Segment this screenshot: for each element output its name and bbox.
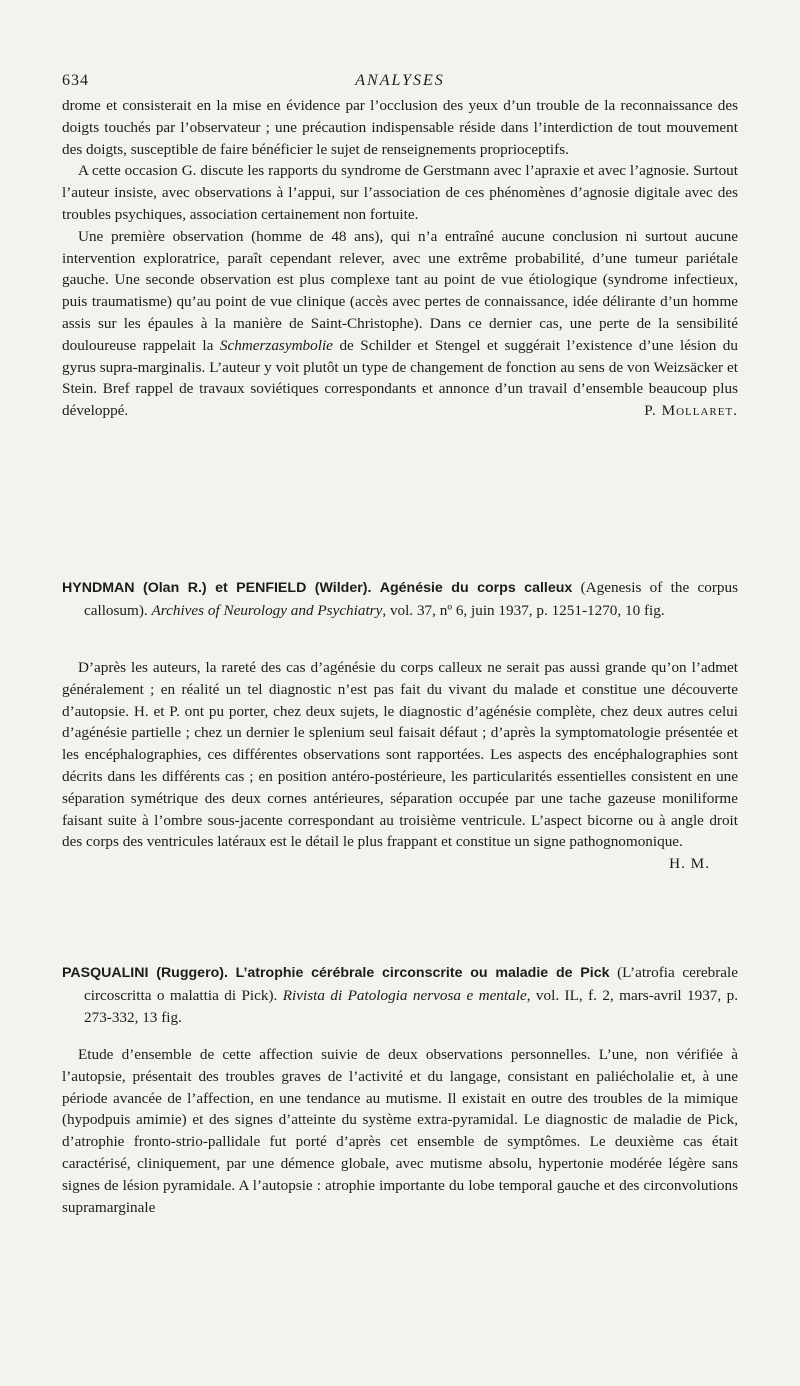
entry-authors: PASQUALINI (Ruggero). [62, 965, 228, 981]
entry-title: Agénésie du corps calleux [379, 580, 573, 596]
paragraph-text: de Schilder et Stengel et suggérait l’existence d’une lésion du gyrus supra-marginalis. L’auteur y voit plutôt un type de changement de fonction au sens de von Weizsäcker et Stein. Bref rappel de travaux soviétiques correspondants et annonce d’un travail d’ensemble beaucoup plus développé. [62, 336, 738, 420]
page-header [62, 72, 738, 94]
paragraph-text: D’après les auteurs, la rareté des cas d’agénésie du corps calleux ne serait pas aussi grande qu’on l’admet généralement ; en réalité un tel diagnostic n’est pas fait du vivant du malade et constitue une découverte d’autopsie. H. et P. ont pu porter, chez deux sujets, le diagnostic d’agénésie complète, chez deux autres celui d’agénésie partielle ; chez un dernier le splenium seul faisait défaut ; d’après la symptomatologie présentée et les encéphalographies, ces différentes observations sont rapportées. Les aspects des encéphalographies sont décrits dans les différents cas ; en position antéro-postérieure, les particularités essentielles consistent en une séparation symétrique des deux cornes antérieures, séparation occupée par une tache gazeuse moniliforme faisant suite à l’ombre sous-jacente correspondant au troisième ventricule. L’aspect bicorne ou à angle droit des corps des ventricules latéraux est le détail le plus frappant et constitue un signe pathognomonique. [62, 659, 738, 851]
paragraph [62, 657, 738, 873]
page-number: 634 [62, 72, 89, 89]
entry-body-pasqualini [62, 1044, 738, 1218]
entry-heading-pasqualini [62, 962, 738, 1028]
journal-name: Archives of Neurology and Psychiatry [151, 601, 383, 619]
citation-details: , vol. IL, f. 2, mars-avril 1937, p. 273-332, 13 fig. [84, 986, 738, 1026]
running-title: ANALYSES [355, 72, 445, 89]
paragraph: A cette occasion G. discute les rapports du syndrome de Gerstmann avec l’apraxie et avec l’agnosie. Surtout l’auteur insiste, avec observations à l’appui, sur l’association de ces phénomènes d’agnosie digitale avec des troubles psychiques, association certainement non fortuite. [62, 162, 738, 223]
entry-title: L’atrophie cérébrale circonscrite ou maladie de Pick [235, 965, 610, 981]
paragraph-text: Une première observation (homme de 48 ans), qui n’a entraîné aucune conclusion ni surtout aucune intervention exploratrice, paraît cependant relever, avec une extrême probabilité, d’une tumeur pariétale gauche. Une seconde observation est plus complexe tant au point de vue étiologique (syndrome infectieux, puis traumatisme) qu’au point de vue clinique (accès avec pertes de connaissance, idée délirante d’un homme assis sur les épaules à la manière de Saint-Christophe). Dans ce dernier cas, une perte de la sensibilité douloureuse rappelait la [62, 227, 738, 354]
entry-heading-hyndman [62, 577, 738, 622]
paragraph: drome et consisterait en la mise en évidence par l’occlusion des yeux d’un trouble de la reconnaissance des doigts touchés par l’observateur ; une précaution indispensable réside dans l’interdiction de tout mouvement des doigts, susceptible de faire bénéficier le sujet de renseignements proprioceptifs. [62, 97, 738, 158]
paragraph: Etude d’ensemble de cette affection suivie de deux observations personnelles. L’une, non vérifiée à l’autopsie, présentait des troubles graves de l’activité et du langage, consistant en paliécholalie et, à une période avancée de l’affection, en une tendance au mutisme. Il existait en outre des troubles de la mimique (hypodpuis amimie) et des signes d’atteinte du système extra-pyramidal. Le diagnostic de maladie de Pick, d’atrophie fronto-strio-pallidale fut porté d’après cet ensemble de symptômes. Le deuxième cas était caractérisé, cliniquement, par une démence globale, avec mutisme absolu, hypertonie modérée légère sans signes de lésion pyramidale. A l’autopsie : atrophie importante du lobe temporal gauche et des circonvolutions supramarginale [62, 1046, 738, 1216]
citation [62, 577, 738, 622]
citation-details: , vol. 37, nº 6, juin 1937, p. 1251-1270, 10 fig. [382, 601, 665, 619]
original-title: (Agenesis of the corpus callosum). [84, 579, 739, 619]
journal-name: Rivista di Patologia nervosa e mentale [282, 986, 527, 1004]
paragraph [62, 226, 738, 422]
italic-term: Schmerzasymbolie [219, 336, 333, 354]
entry-authors: HYNDMAN (Olan R.) et PENFIELD (Wilder). [62, 580, 372, 596]
entry-body-hyndman [62, 657, 738, 875]
reviewer-signature: P. Mollaret. [644, 402, 738, 420]
reviewer-signature: H. M. [669, 855, 710, 873]
citation [62, 962, 738, 1028]
original-title: (L’atrofia cerebrale circoscritta o malattia di Pick). [84, 964, 739, 1004]
gerstmann-review-continuation [62, 95, 738, 422]
